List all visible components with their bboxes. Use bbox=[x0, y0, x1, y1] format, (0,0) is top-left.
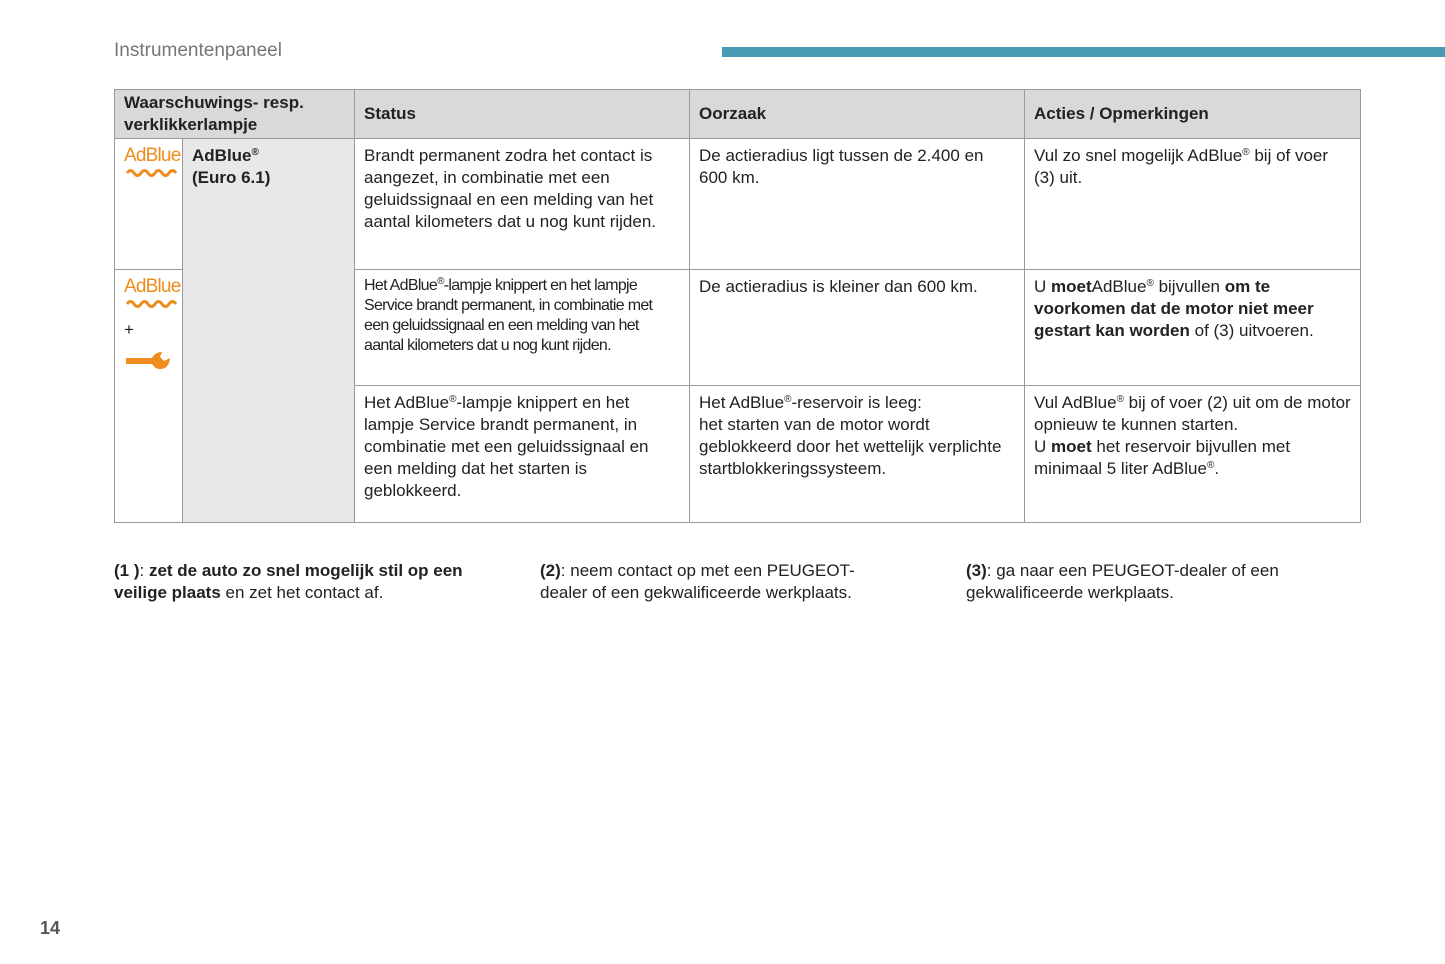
status-cell: Het AdBlue®-lampje knippert en het lampje Service brandt permanent, in combinatie met een geluidssignaal en een melding van het aantal kilometers dat u nog kunt rijden. bbox=[355, 270, 690, 386]
lamp-icon-cell bbox=[115, 139, 183, 270]
section-title: Instrumentenpaneel bbox=[114, 40, 282, 61]
cause-cell: De actieradius ligt tussen de 2.400 en 600 km. bbox=[690, 139, 1025, 270]
header-accent-bar bbox=[722, 47, 1445, 57]
actions-cell: U moetAdBlue® bijvullen om te voorkomen dat de motor niet meer gestart kan worden of (3) uitvoeren. bbox=[1025, 270, 1361, 386]
column-header-status: Status bbox=[355, 90, 690, 139]
footnote-2: (2): neem contact op met een PEUGEOT-dealer of een gekwalificeerde werkplaats. bbox=[540, 561, 855, 602]
status-cell: Brandt permanent zodra het contact is aangezet, in combinatie met een geluidssignaal en een melding van het aantal kilometers dat u nog kunt rijden. bbox=[355, 139, 690, 270]
actions-cell: Vul zo snel mogelijk AdBlue® bij of voer (3) uit. bbox=[1025, 139, 1361, 270]
adblue-icon-label: AdBlue bbox=[124, 145, 181, 166]
page-number: 14 bbox=[40, 918, 61, 938]
table-row bbox=[115, 139, 1361, 270]
adblue-icon bbox=[124, 277, 180, 309]
status-cell: Het AdBlue®-lampje knippert en het lampje Service brandt permanent, in combinatie met een geluidssignaal en een melding dat het starten is geblokkeerd. bbox=[355, 386, 690, 523]
actions-cell: Vul AdBlue® bij of voer (2) uit om de motor opnieuw te kunnen starten. U moet het reservoir bijvullen met minimaal 5 liter AdBlue®. bbox=[1025, 386, 1361, 523]
footnote-1: (1 ): zet de auto zo snel mogelijk stil op een veilige plaats en zet het contact af. bbox=[114, 561, 463, 602]
column-header-lamp: Waarschuwings- resp. verklikkerlampje bbox=[115, 90, 355, 139]
lamp-icon-cell bbox=[115, 270, 183, 523]
plus-sign: + bbox=[124, 320, 134, 339]
adblue-waves-icon bbox=[126, 299, 178, 309]
column-header-cause: Oorzaak bbox=[690, 90, 1025, 139]
column-header-actions: Acties / Opmerkingen bbox=[1025, 90, 1361, 139]
footnote-3: (3): ga naar een PEUGEOT-dealer of een gekwalificeerde werkplaats. bbox=[966, 561, 1279, 602]
registered-mark: ® bbox=[251, 147, 259, 158]
table-header-row bbox=[115, 90, 1361, 139]
lamp-name: AdBlue bbox=[192, 146, 252, 165]
adblue-icon bbox=[124, 146, 180, 178]
lamp-name-cell bbox=[183, 139, 355, 523]
adblue-waves-icon bbox=[126, 168, 178, 178]
cause-cell: De actieradius is kleiner dan 600 km. bbox=[690, 270, 1025, 386]
cause-cell: Het AdBlue®-reservoir is leeg: het starten van de motor wordt geblokkeerd door het wettelijk verplichte startblokkeringssysteem. bbox=[690, 386, 1025, 523]
warning-lamp-table bbox=[114, 89, 1361, 523]
adblue-icon-label: AdBlue bbox=[124, 276, 181, 297]
lamp-variant: (Euro 6.1) bbox=[192, 168, 271, 187]
wrench-icon bbox=[124, 349, 172, 373]
